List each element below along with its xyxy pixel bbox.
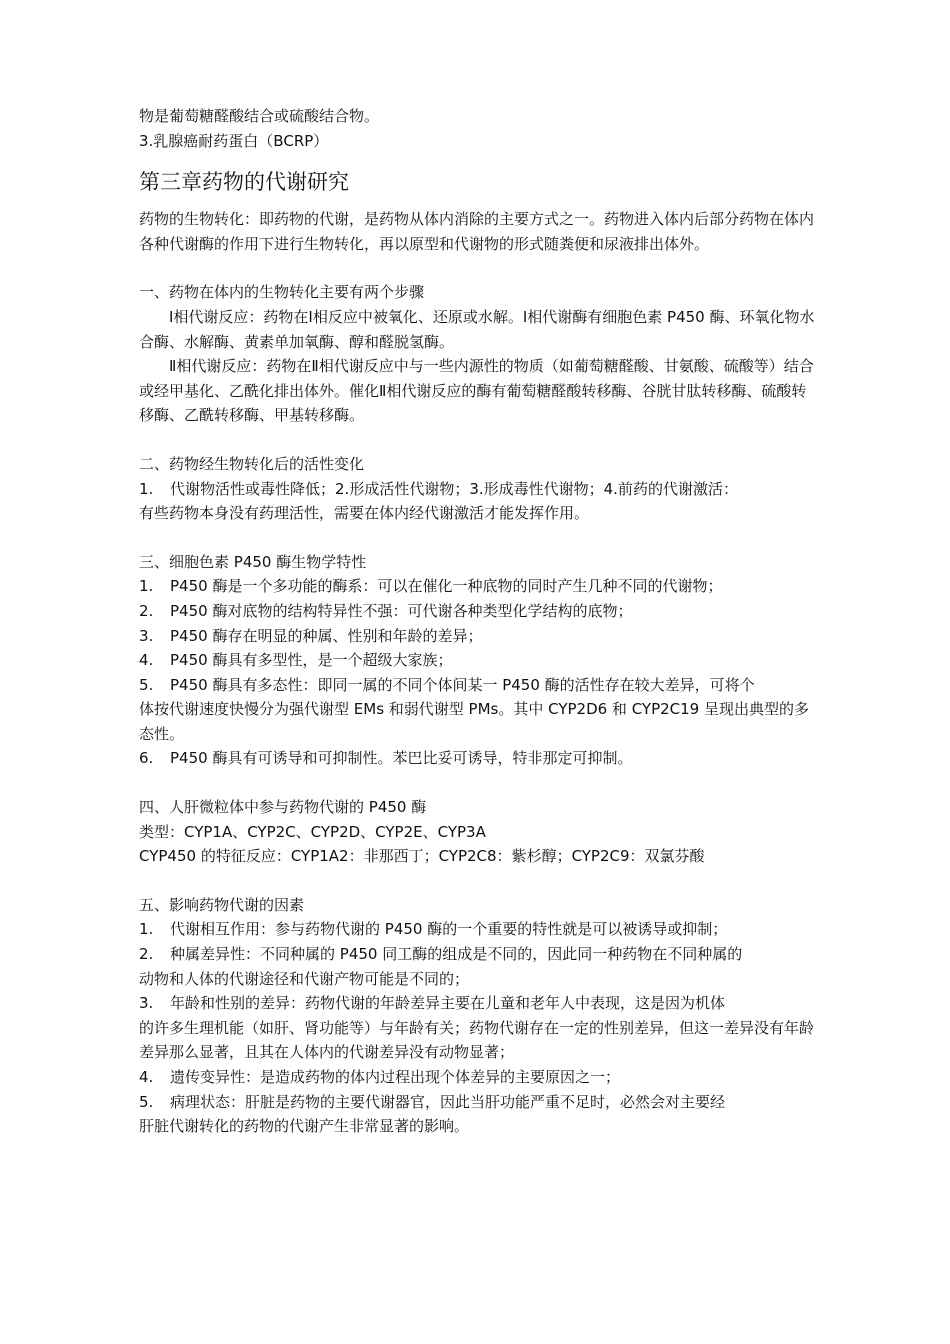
list-number: 3. <box>139 626 154 645</box>
list-continuation: 的许多生理机能（如肝、肾功能等）与年龄有关；药物代谢存在一定的性别差异，但这一差异没有年龄差异那么显著，且其在人体内的代谢差异没有动物显著； <box>139 1018 815 1062</box>
list-continuation: 动物和人体的代谢途径和代谢产物可能是不同的； <box>139 969 470 988</box>
spacer <box>139 256 819 280</box>
list-number: 6. <box>139 749 154 768</box>
list-text: P450 酶具有多态性：即同一属的不同个体间某一 P450 酶的活性存在较大差异，可将个 <box>170 675 755 694</box>
spacer <box>139 428 819 452</box>
list-item <box>139 917 819 942</box>
list-text: 病理状态：肝脏是药物的主要代谢器官，因此当肝功能严重不足时，必然会对主要经 <box>170 1092 726 1111</box>
enzyme-types: 类型：CYP1A、CYP2C、CYP2D、CYP2E、CYP3A <box>139 822 486 841</box>
list-continuation: 肝脏代谢转化的药物的代谢产生非常显著的影响。 <box>139 1117 470 1136</box>
phase-2-paragraph: Ⅱ相代谢反应：药物在Ⅱ相代谢反应中与一些内源性的物质（如葡萄糖醛酸、甘氨酸、硫酸等）结合或经甲基化、乙酰化排出体外。催化Ⅱ相代谢反应的酶有葡萄糖醛酸转移酶、谷胱甘肽转移酶、硫酸转移酶、乙酰转移酶、甲基转移酶。 <box>139 357 814 425</box>
list-item <box>139 991 819 1016</box>
list-text: P450 酶对底物的结构特异性不强：可代谢各种类型化学结构的底物； <box>170 601 633 620</box>
list-number: 5. <box>139 675 154 694</box>
list-item <box>139 648 819 673</box>
list-number: 1. <box>139 479 154 498</box>
section-3-title: 三、细胞色素 P450 酶生物学特性 <box>139 552 367 571</box>
list-number: 5. <box>139 1092 154 1111</box>
list-item <box>139 574 819 599</box>
list-text: 种属差异性：不同种属的 P450 同工酶的组成是不同的，因此同一种药物在不同种属的 <box>170 945 743 964</box>
list-number: 2. <box>139 601 154 620</box>
list-item <box>139 746 819 771</box>
spacer <box>139 526 819 550</box>
list-item <box>139 1065 819 1090</box>
list-item <box>139 624 819 649</box>
list-text: 代谢物活性或毒性降低；2.形成活性代谢物；3.形成毒性代谢物；4.前药的代谢激活： <box>170 479 738 498</box>
list-text: P450 酶存在明显的种属、性别和年龄的差异； <box>170 626 483 645</box>
list-item <box>139 477 819 502</box>
document-page <box>139 104 819 1139</box>
list-item <box>139 599 819 624</box>
list-item <box>139 942 819 967</box>
section-subtitle-bcrp: 3.乳腺癌耐药蛋白（BCRP） <box>139 131 329 150</box>
list-number: 2. <box>139 945 154 964</box>
list-number: 3. <box>139 994 154 1013</box>
spacer <box>139 771 819 795</box>
section-4-title: 四、人肝微粒体中参与药物代谢的 P450 酶 <box>139 798 427 817</box>
list-item <box>139 1090 819 1115</box>
section-2-title: 二、药物经生物转化后的活性变化 <box>139 454 365 473</box>
list-number: 4. <box>139 651 154 670</box>
list-text: 遗传变异性：是造成药物的体内过程出现个体差异的主要原因之一； <box>170 1068 621 1086</box>
list-number: 1. <box>139 920 154 939</box>
intro-paragraph: 药物的生物转化：即药物的代谢，是药物从体内消除的主要方式之一。药物进入体内后部分药物在体内各种代谢酶的作用下进行生物转化，再以原型和代谢物的形式随粪便和尿液排出体外。 <box>139 210 815 253</box>
section-1-title: 一、药物在体内的生物转化主要有两个步骤 <box>139 283 425 302</box>
list-text: 年龄和性别的差异：药物代谢的年龄差异主要在儿童和老年人中表现，这是因为机体 <box>170 994 726 1013</box>
list-text: P450 酶具有可诱导和可抑制性。苯巴比妥可诱导，特非那定可抑制。 <box>170 749 633 768</box>
list-text: 代谢相互作用：参与药物代谢的 P450 酶的一个重要的特性就是可以被诱导或抑制； <box>170 920 728 939</box>
list-continuation: 体按代谢速度快慢分为强代谢型 EMs 和弱代谢型 PMs。其中 CYP2D6 和 CYP2C19 呈现出典型的多态性。 <box>139 700 809 743</box>
list-text: P450 酶是一个多功能的酶系：可以在催化一种底物的同时产生几种不同的代谢物； <box>170 577 723 596</box>
spacer <box>139 869 819 893</box>
list-number: 4. <box>139 1068 154 1086</box>
list-text: P450 酶具有多型性，是一个超级大家族； <box>170 651 453 670</box>
section-5-title: 五、影响药物代谢的因素 <box>139 895 305 914</box>
chapter-title: 第三章药物的代谢研究 <box>139 170 349 195</box>
list-item <box>139 673 819 698</box>
list-continuation: 有些药物本身没有药理活性，需要在体内经代谢激活才能发挥作用。 <box>139 504 590 523</box>
list-number: 1. <box>139 577 154 596</box>
paragraph-continuation: 物是葡萄糖醛酸结合或硫酸结合物。 <box>139 107 380 125</box>
phase-1-paragraph: Ⅰ相代谢反应：药物在Ⅰ相反应中被氧化、还原或水解。Ⅰ相代谢酶有细胞色素 P450 酶、环氧化物水合酶、水解酶、黄素单加氧酶、醇和醛脱氢酶。 <box>139 307 815 351</box>
characteristic-reactions: CYP450 的特征反应：CYP1A2：非那西丁；CYP2C8：紫杉醇；CYP2C9：双氯芬酸 <box>139 847 705 866</box>
